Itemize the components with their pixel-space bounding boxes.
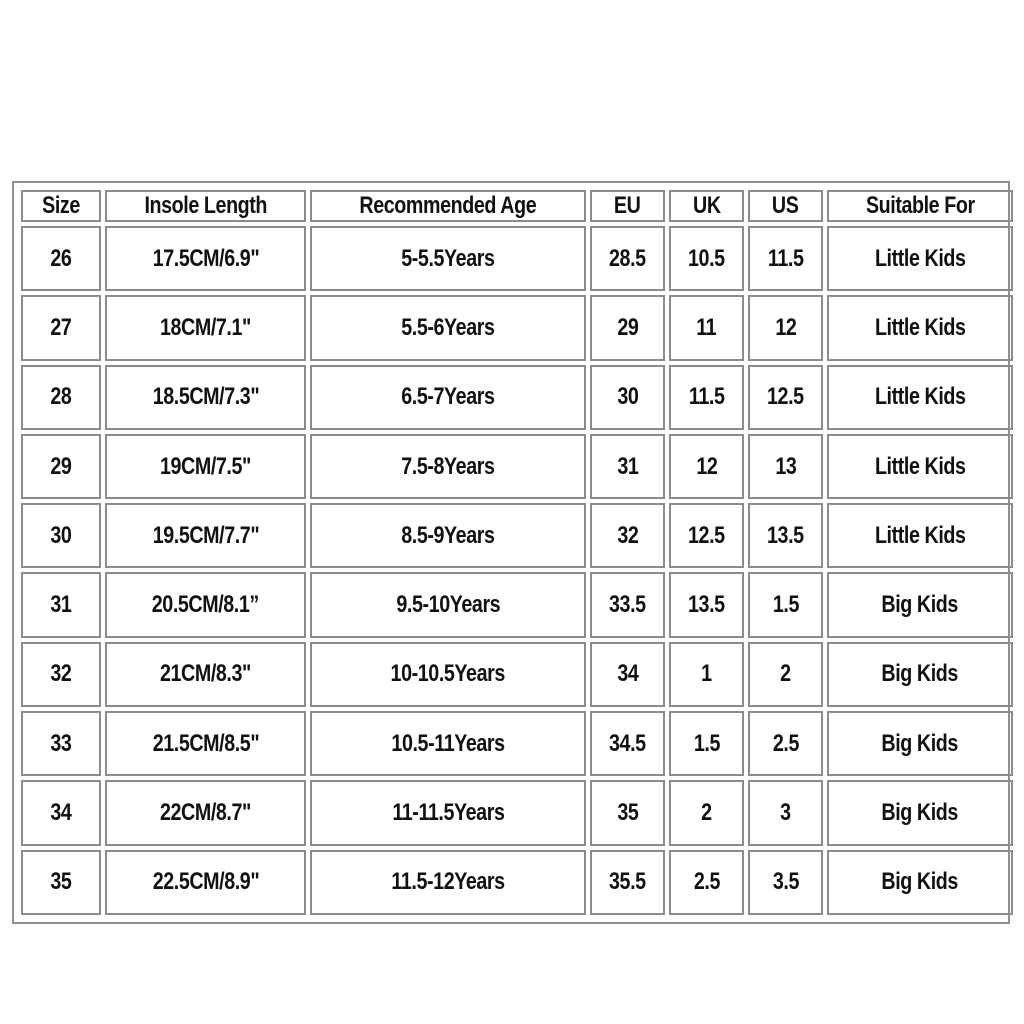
table-row [21,365,1013,430]
suitable-for-value: Big Kids [881,868,959,896]
header-us [748,190,823,222]
insole-length-value: 19CM/7.5" [160,452,251,480]
header-eu-label: EU [614,192,641,219]
size-cell [21,711,101,776]
us-cell [748,434,823,499]
us-cell [748,503,823,568]
recommended-age-value: 6.5-7Years [401,383,495,411]
recommended-age-cell [310,572,586,637]
uk-cell [669,295,744,360]
header-size-label: Size [42,192,80,219]
eu-value: 35.5 [609,868,646,896]
recommended-age-value: 7.5-8Years [401,452,495,480]
size-cell [21,503,101,568]
uk-value: 2 [701,799,712,827]
suitable-for-cell [827,434,1013,499]
insole-length-cell [105,226,306,291]
suitable-for-cell [827,572,1013,637]
header-suitable-for [827,190,1013,222]
suitable-for-value: Little Kids [874,313,966,341]
recommended-age-value: 10-10.5Years [390,660,506,688]
suitable-for-value: Big Kids [881,799,959,827]
us-value: 3.5 [772,868,799,896]
size-value: 28 [50,383,72,411]
insole-length-cell [105,295,306,360]
recommended-age-value: 10.5-11Years [391,729,505,757]
size-value: 27 [50,313,72,341]
size-cell [21,642,101,707]
uk-cell [669,503,744,568]
table-row [21,503,1013,568]
eu-value: 34.5 [609,729,646,757]
insole-length-value: 18CM/7.1" [160,313,251,341]
table-row [21,226,1013,291]
insole-length-value: 19.5CM/7.7" [152,521,259,549]
eu-value: 30 [616,383,639,411]
eu-cell [590,711,665,776]
header-uk-label: UK [692,192,721,219]
uk-cell [669,572,744,637]
uk-cell [669,642,744,707]
table-row [21,642,1013,707]
eu-cell [590,642,665,707]
size-value: 35 [50,868,72,896]
uk-value: 11.5 [688,383,725,411]
size-value: 34 [50,799,72,827]
insole-length-cell [105,365,306,430]
uk-cell [669,365,744,430]
size-cell [21,572,101,637]
suitable-for-value: Little Kids [874,521,966,549]
suitable-for-cell [827,365,1013,430]
uk-value: 12.5 [688,521,725,549]
us-cell [748,642,823,707]
uk-value: 1.5 [693,729,720,757]
suitable-for-cell [827,295,1013,360]
eu-cell [590,503,665,568]
eu-value: 34 [616,660,639,688]
recommended-age-value: 9.5-10Years [396,591,500,619]
header-recommended-age-label: Recommended Age [359,192,537,219]
us-value: 12.5 [767,383,804,411]
recommended-age-cell [310,365,586,430]
us-value: 13.5 [767,521,804,549]
us-cell [748,572,823,637]
eu-value: 29 [616,313,639,341]
insole-length-cell [105,850,306,915]
table-row [21,295,1013,360]
suitable-for-value: Little Kids [874,452,966,480]
eu-cell [590,365,665,430]
suitable-for-value: Big Kids [881,591,959,619]
size-cell [21,780,101,845]
eu-value: 32 [616,521,639,549]
uk-cell [669,780,744,845]
recommended-age-cell [310,711,586,776]
uk-cell [669,434,744,499]
eu-cell [590,434,665,499]
recommended-age-value: 8.5-9Years [401,521,495,549]
recommended-age-value: 5.5-6Years [401,313,495,341]
suitable-for-cell [827,642,1013,707]
insole-length-value: 22CM/8.7" [160,799,251,827]
us-cell [748,365,823,430]
suitable-for-cell [827,226,1013,291]
uk-value: 12 [695,452,718,480]
uk-value: 1 [701,660,712,688]
us-value: 2 [780,660,791,688]
header-eu [590,190,665,222]
us-value: 1.5 [772,591,799,619]
recommended-age-value: 11-11.5Years [391,799,505,827]
size-cell [21,295,101,360]
table-row [21,850,1013,915]
eu-cell [590,572,665,637]
header-uk [669,190,744,222]
suitable-for-cell [827,850,1013,915]
size-value: 33 [50,729,72,757]
header-row [21,190,1013,222]
suitable-for-value: Big Kids [881,729,959,757]
insole-length-value: 18.5CM/7.3" [152,383,259,411]
insole-length-cell [105,642,306,707]
size-value: 32 [50,660,72,688]
table-row [21,434,1013,499]
eu-cell [590,850,665,915]
uk-value: 13.5 [688,591,725,619]
suitable-for-cell [827,780,1013,845]
insole-length-cell [105,711,306,776]
recommended-age-cell [310,434,586,499]
table-row [21,572,1013,637]
header-size [21,190,101,222]
recommended-age-value: 11.5-12Years [391,868,505,896]
eu-cell [590,226,665,291]
suitable-for-value: Little Kids [874,383,966,411]
recommended-age-cell [310,642,586,707]
us-value: 13 [774,452,797,480]
uk-value: 11 [696,313,717,341]
size-chart-table [17,186,1017,919]
size-value: 30 [50,521,72,549]
header-suitable-for-label: Suitable For [865,192,975,219]
us-value: 11.5 [767,244,804,272]
eu-value: 31 [616,452,639,480]
us-value: 2.5 [772,729,799,757]
uk-value: 10.5 [688,244,725,272]
us-cell [748,295,823,360]
eu-value: 33.5 [609,591,646,619]
insole-length-value: 22.5CM/8.9" [152,868,259,896]
header-insole-length-label: Insole Length [144,192,267,219]
table-body [21,226,1013,915]
eu-cell [590,295,665,360]
insole-length-cell [105,572,306,637]
size-cell [21,365,101,430]
us-cell [748,711,823,776]
size-cell [21,226,101,291]
suitable-for-value: Little Kids [874,244,966,272]
recommended-age-value: 5-5.5Years [401,244,495,272]
header-insole-length [105,190,306,222]
suitable-for-cell [827,503,1013,568]
size-chart [12,181,1010,924]
table-row [21,780,1013,845]
size-value: 26 [50,244,72,272]
insole-length-value: 17.5CM/6.9" [152,244,259,272]
us-cell [748,226,823,291]
eu-cell [590,780,665,845]
eu-value: 28.5 [609,244,646,272]
uk-cell [669,850,744,915]
uk-cell [669,711,744,776]
insole-length-cell [105,434,306,499]
size-value: 29 [50,452,72,480]
recommended-age-cell [310,295,586,360]
uk-value: 2.5 [693,868,720,896]
insole-length-value: 20.5CM/8.1” [151,591,260,619]
suitable-for-cell [827,711,1013,776]
us-cell [748,780,823,845]
eu-value: 35 [616,799,639,827]
size-value: 31 [50,591,72,619]
header-us-label: US [772,192,799,219]
table-row [21,711,1013,776]
size-cell [21,850,101,915]
recommended-age-cell [310,226,586,291]
recommended-age-cell [310,850,586,915]
recommended-age-cell [310,780,586,845]
uk-cell [669,226,744,291]
size-cell [21,434,101,499]
insole-length-cell [105,503,306,568]
recommended-age-cell [310,503,586,568]
insole-length-cell [105,780,306,845]
suitable-for-value: Big Kids [881,660,959,688]
us-value: 3 [780,799,791,827]
insole-length-value: 21CM/8.3" [160,660,251,688]
header-recommended-age [310,190,586,222]
us-cell [748,850,823,915]
insole-length-value: 21.5CM/8.5" [152,729,259,757]
us-value: 12 [774,313,797,341]
